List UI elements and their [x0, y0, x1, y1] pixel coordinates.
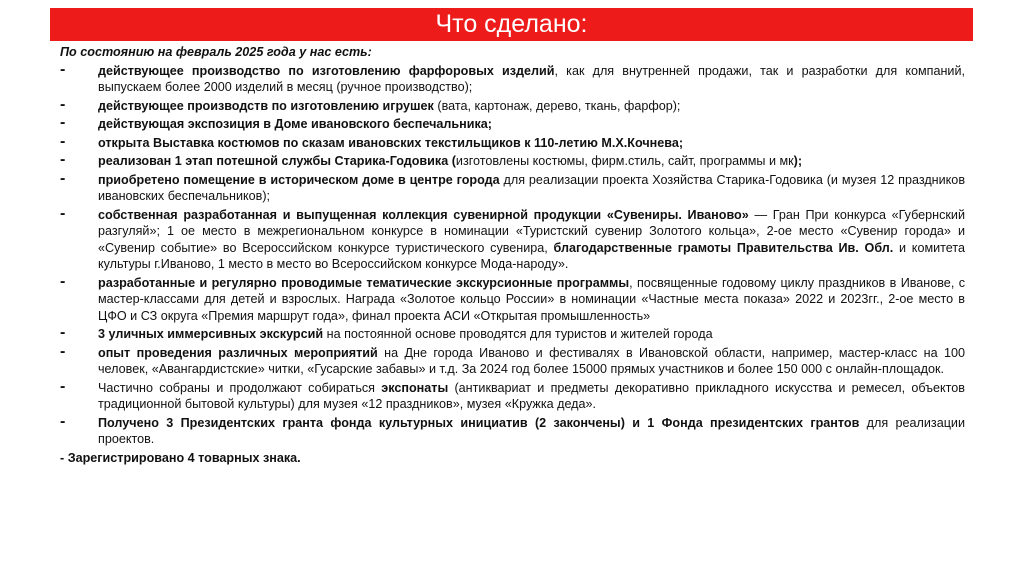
dash: - — [60, 342, 66, 360]
dash: - — [60, 95, 66, 113]
item-bold: 3 уличных иммерсивных экскурсий — [98, 327, 324, 341]
list-item — [60, 412, 965, 448]
slide-title: Что сделано: — [50, 8, 973, 41]
list-item — [60, 272, 965, 325]
item-bold: - Зарегистрировано 4 товарных знака. — [60, 450, 301, 465]
item-bold: Получено 3 Президентских гранта фонда культурных инициатив (2 закончены) и 1 Фонда президентских грантов — [98, 415, 860, 430]
item-bold: собственная разработанная и выпущенная коллекция сувенирной продукции «Сувениры. Иваново» — [98, 207, 749, 222]
item-bold: открыта Выставка костюмов по сказам ивановских текстильщиков к 110-летию М.Х.Кочнева; — [98, 135, 684, 150]
item-text: для реализации проекта Хозяйства Старика-Годовика (и музея 12 праздников ивановских беспечальников); — [98, 172, 966, 203]
item-text: (антиквариат и предметы декоративно прикладного искусства и ремесел, объектов традиционной бытовой культуры) для музея «12 праздников», музея «Кружка деда». — [98, 380, 965, 411]
item-text: , посвященные годовому циклу праздников в Иванове, с мастер-классами для детей и взрослых. Награда «Золотое кольцо России» в номинации «Частные места показа» 2022 и 2023гг., 2-ое место в ЦФО и СЗ округа «Премия маршрут года», финал проекта АСИ «Открытая промышленность» — [98, 275, 965, 323]
dash: - — [60, 377, 66, 395]
list-item-last — [60, 450, 965, 467]
list-item — [60, 132, 965, 152]
content-body — [60, 44, 965, 468]
list-item — [60, 116, 965, 133]
item-bold: действующее производство по изготовлению фарфоровых изделий — [98, 63, 555, 78]
dash: - — [60, 60, 66, 78]
item-text: на постоянной основе проводятся для туристов и жителей города — [323, 327, 713, 341]
item-bold: действующее производств по изготовлению игрушек — [98, 98, 434, 113]
item-text-2: и комитета культуры г.Иваново, 1 место в место во Всероссийском конкурсе Мода-народу». — [98, 240, 965, 271]
list-item — [60, 60, 966, 96]
dash: - — [60, 151, 66, 168]
list-item — [60, 204, 966, 273]
item-text: изготовлены костюмы, фирм.стиль, сайт, программы и мк — [455, 154, 794, 168]
item-bold: опыт проведения различных мероприятий — [98, 345, 378, 360]
item-text: — Гран При конкурса «Губернский разгуляй»; 1 ое место в межрегиональном конкурсе в номинации «Туристский сувенир Золотого кольца», 2-ое место «Сувенир города» и «Сувенир событие» во Всероссийском конкурсе туристического сувенира, — [98, 207, 966, 255]
item-bold: приобретено помещение в историческом доме в центре города — [98, 172, 500, 187]
item-pre: Частично собраны и продолжают собираться — [98, 380, 382, 395]
dash: - — [60, 324, 66, 341]
item-bold: разработанные и регулярно проводимые тематические экскурсионные программы — [98, 275, 630, 290]
list-item — [60, 326, 965, 343]
dash: - — [60, 132, 66, 150]
dash: - — [60, 114, 66, 131]
item-bold: реализован 1 этап потешной службы Старика-Годовика ( — [98, 154, 456, 168]
list-item — [60, 153, 965, 170]
item-bold-2: благодарственные грамоты Правительства Ив. Обл. — [553, 240, 894, 255]
item-text: на Дне города Иваново и фестивалях в Ивановской области, например, мастер-класс на 100 человек, «Авангардистские» читки, «Гусарские забавы» и т.д. За 2024 год более 15000 прямых участников и более 150 000 с онлайн-площадок. — [98, 345, 965, 376]
intro-line: По состоянию на февраль 2025 года у нас есть: — [60, 45, 372, 59]
dash: - — [60, 272, 66, 290]
list-item — [60, 95, 965, 115]
dash: - — [60, 169, 66, 187]
item-text: для реализации проектов. — [98, 415, 965, 446]
list-item — [60, 169, 966, 205]
list-item — [60, 342, 965, 378]
item-bold: экспонаты — [381, 380, 449, 395]
list-item — [60, 377, 965, 413]
item-bold: действующая экспозиция в Доме ивановского беспечальника; — [98, 117, 492, 131]
item-text: , как для внутренней продажи, так и разработки для компаний, выпускаем более 2000 изделий в месяц (ручное производство); — [98, 63, 966, 94]
item-text: (вата, картонаж, дерево, ткань, фарфор); — [433, 98, 681, 113]
dash: - — [60, 204, 66, 222]
item-bold-2: ); — [793, 154, 803, 168]
dash: - — [60, 412, 66, 430]
